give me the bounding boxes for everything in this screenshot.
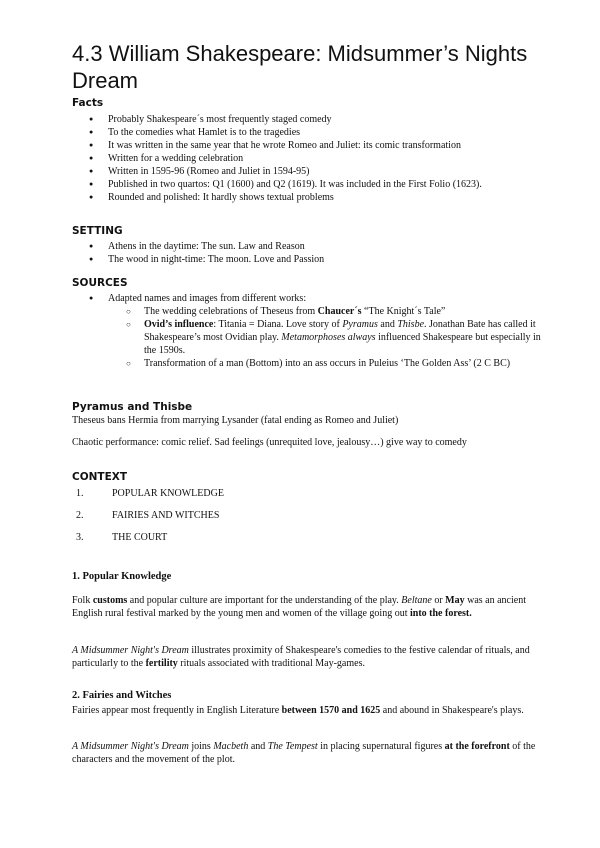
sources-list	[72, 292, 542, 370]
popular-paragraph-1: Folk customs and popular culture are important for the understanding of the play. Beltane or May was an ancient English rural festival marked by the young men and women of the village going out into the forest.	[72, 595, 526, 619]
list-item	[72, 292, 542, 370]
list-item: ● It was written in the same year that he wrote Romeo and Juliet: its comic transformation	[72, 139, 542, 152]
list-item: ○ Ovid’s influence: Titania = Diana. Love story of Pyramus and Thisbe. Jonathan Bate has called it Shakespeare’s most Ovidian play. Metamorphoses always influenced Shakespeare but especially in the 1590s.	[108, 318, 542, 357]
context-heading: CONTEXT	[72, 471, 128, 483]
facts-list	[72, 113, 542, 204]
fairies-paragraph-1: Fairies appear most frequently in English Literature between 1570 and 1625 and abound in Shakespeare's plays.	[72, 705, 524, 716]
sources-intro: Adapted names and images from different works:	[108, 293, 307, 304]
list-item: 1. POPULAR KNOWLEDGE	[76, 488, 224, 499]
list-item: 2. FAIRIES AND WITCHES	[76, 510, 220, 521]
fairies-heading: 2. Fairies and Witches	[72, 690, 172, 701]
list-item: ● Rounded and polished: It hardly shows textual problems	[72, 191, 542, 204]
list-item: 3. THE COURT	[76, 532, 168, 543]
setting-heading: SETTING	[72, 225, 123, 237]
pyramus-line-1: Theseus bans Hermia from marrying Lysander (fatal ending as Romeo and Juliet)	[72, 415, 399, 426]
facts-heading: Facts	[72, 97, 104, 109]
list-item: ● To the comedies what Hamlet is to the tragedies	[72, 126, 542, 139]
sources-sublist	[108, 305, 542, 370]
page-title: 4.3 William Shakespeare: Midsummer’s Nights Dream	[72, 41, 528, 93]
popular-paragraph-2: A Midsummer Night's Dream illustrates proximity of Shakespeare's comedies to the festive calendar of rituals, and particularly to the fertility rituals associated with traditional May-games.	[72, 645, 530, 669]
list-item: ● Athens in the daytime: The sun. Law and Reason	[72, 240, 542, 253]
setting-list	[72, 240, 542, 266]
list-item: ○ Transformation of a man (Bottom) into an ass occurs in Puleius ‘The Golden Ass’ (2 C BC)	[108, 357, 542, 370]
sources-heading: SOURCES	[72, 277, 128, 289]
context-list	[72, 487, 224, 553]
fairies-paragraph-2: A Midsummer Night's Dream joins Macbeth and The Tempest in placing supernatural figures at the forefront of the characters and the movement of the plot.	[72, 741, 536, 765]
pyramus-heading: Pyramus and Thisbe	[72, 401, 193, 413]
pyramus-line-2: Chaotic performance: comic relief. Sad feelings (unrequited love, jealousy…) give way to comedy	[72, 437, 467, 448]
list-item: ● Published in two quartos: Q1 (1600) and Q2 (1619). It was included in the First Folio (1623).	[72, 178, 542, 191]
list-item: ● The wood in night-time: The moon. Love and Passion	[72, 253, 542, 266]
popular-heading: 1. Popular Knowledge	[72, 571, 172, 582]
list-item: ○ The wedding celebrations of Theseus from Chaucer´s “The Knight´s Tale”	[108, 305, 542, 318]
list-item: ● Probably Shakespeare´s most frequently staged comedy	[72, 113, 542, 126]
list-item: ● Written in 1595-96 (Romeo and Juliet in 1594-95)	[72, 165, 542, 178]
list-item: ● Written for a wedding celebration	[72, 152, 542, 165]
